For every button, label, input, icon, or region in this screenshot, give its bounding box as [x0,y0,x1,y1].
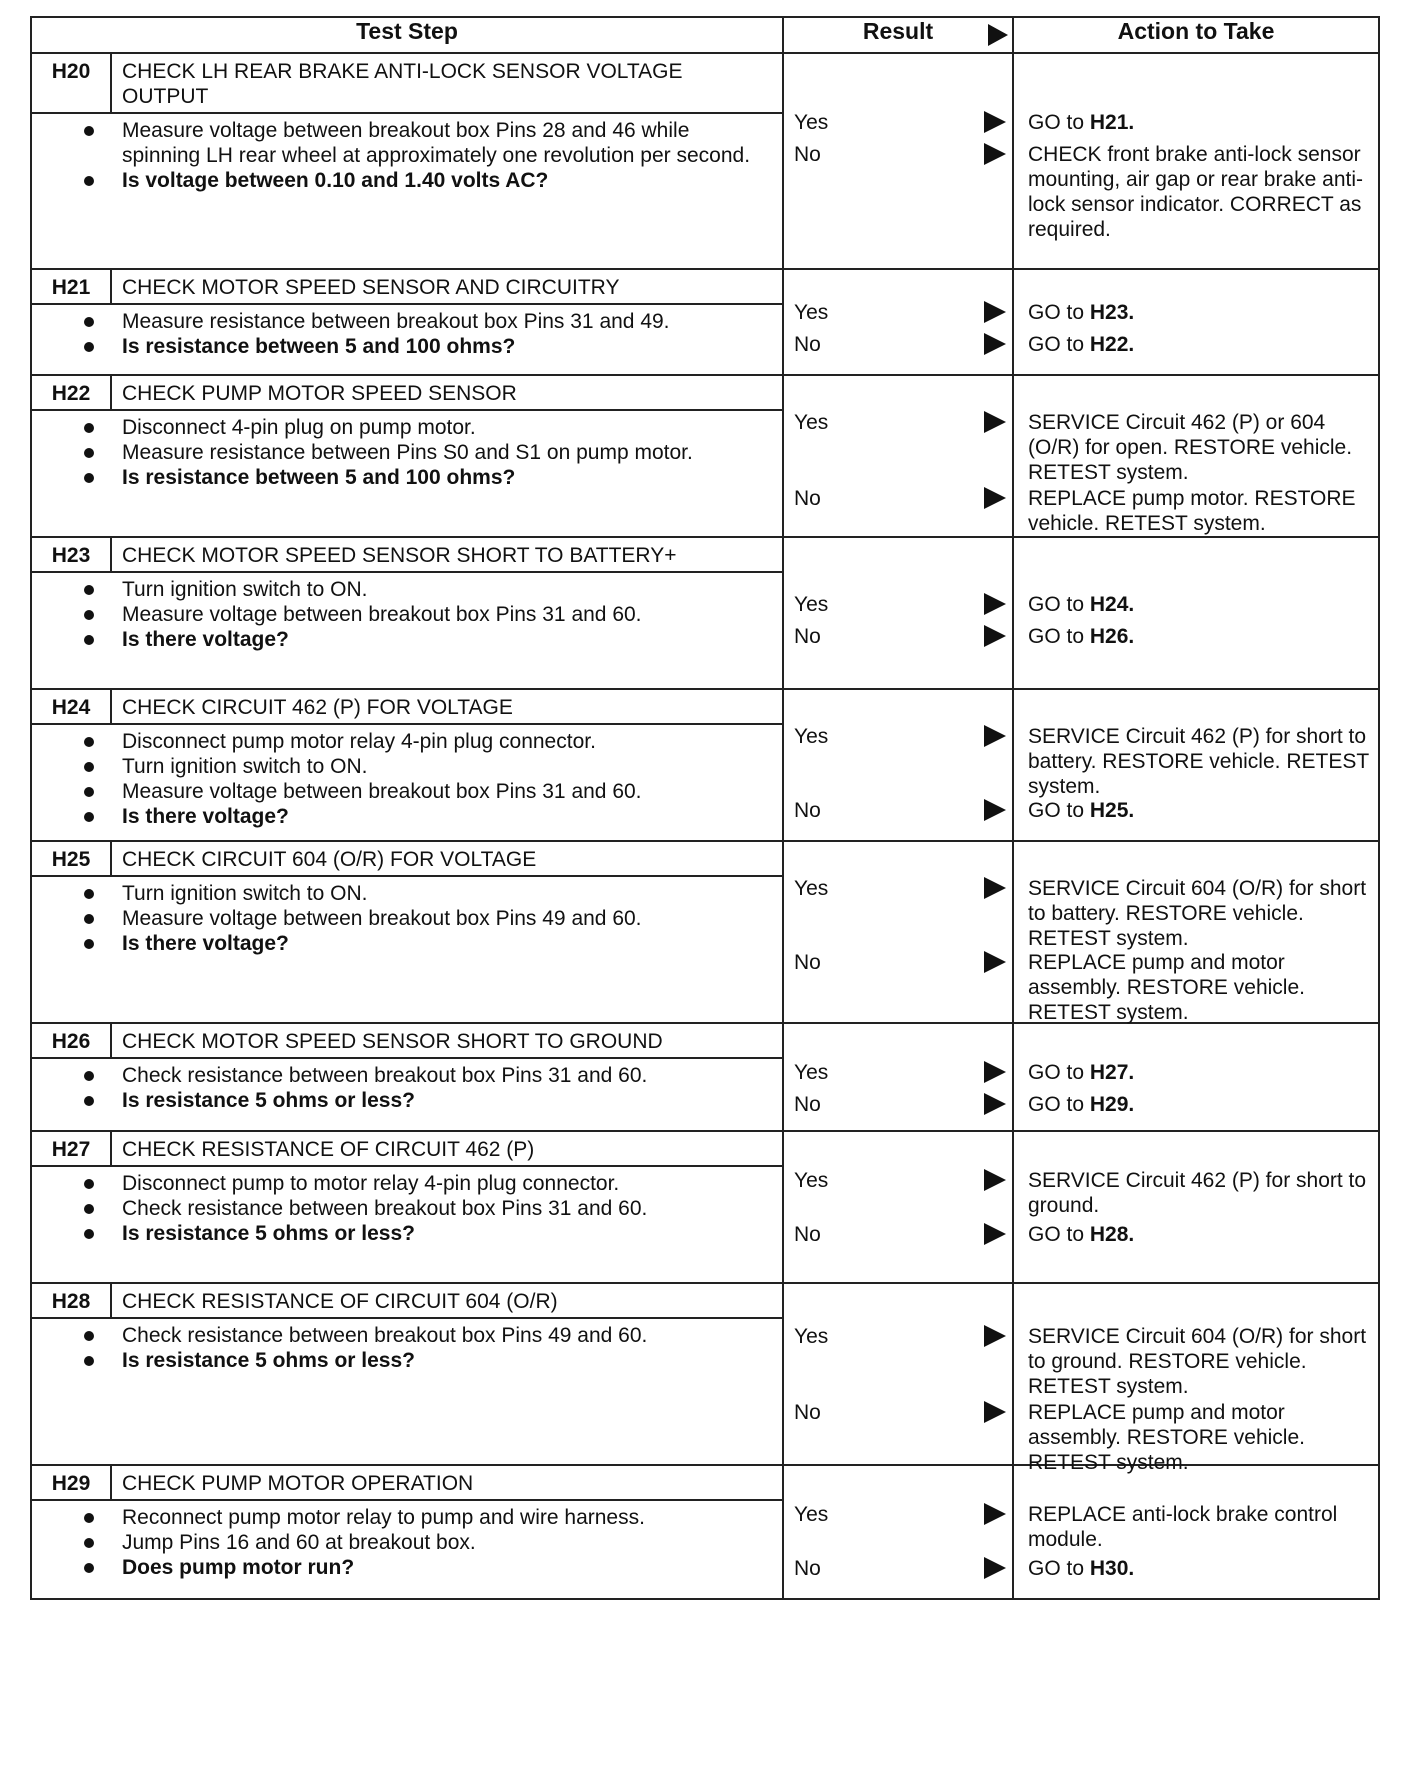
arrow-right-icon [984,411,1006,433]
step-instructions [32,1501,782,1586]
table-header-row [31,17,1379,53]
result-yes: Yes [794,1325,829,1348]
action-text: CHECK front brake anti-lock sensor mounting, air gap or rear brake anti-lock sensor indicator. CORRECT as required. [1028,143,1364,241]
step-title: CHECK PUMP MOTOR OPERATION [122,1472,474,1495]
table-row [31,689,1379,841]
result-no: No [794,1093,821,1116]
result-cell [783,537,1013,689]
step-title: CHECK CIRCUIT 604 (O/R) FOR VOLTAGE [122,848,537,871]
instruction-item: Check resistance between breakout box Pins 31 and 60. [122,1063,772,1088]
result-yes: Yes [794,1503,829,1526]
result-no: No [794,487,821,510]
action-step-reference: H23. [1089,301,1135,324]
instruction-item: Disconnect 4-pin plug on pump motor. [122,415,772,440]
test-step-cell [31,1023,783,1131]
step-header [32,270,782,305]
step-header [32,54,782,114]
instruction-item: Disconnect pump to motor relay 4-pin plug connector. [122,1171,772,1196]
action-cell [1013,1283,1379,1474]
action-cell [1013,269,1379,375]
result-cell [783,375,1013,537]
instruction-item: Measure voltage between breakout box Pins 49 and 60. [122,906,772,931]
step-title: CHECK RESISTANCE OF CIRCUIT 604 (O/R) [122,1290,558,1313]
step-title: CHECK RESISTANCE OF CIRCUIT 462 (P) [122,1138,535,1161]
step-id: H20 [32,54,112,112]
result-no: No [794,143,821,166]
step-instructions [32,573,782,658]
arrow-right-icon [984,1223,1006,1245]
step-instructions [32,411,782,496]
action-no [1028,486,1372,536]
table-row [31,1283,1379,1465]
step-id: H23 [32,538,112,571]
test-step-cell [31,1465,783,1599]
action-cell [1013,841,1379,1023]
action-no [1028,1092,1372,1117]
action-yes [1028,1502,1372,1552]
action-text: SERVICE Circuit 462 (P) for short to battery. RESTORE vehicle. RETEST system. [1028,725,1369,798]
action-no [1028,1400,1372,1475]
step-question: Is there voltage? [122,804,772,829]
instruction-item: Check resistance between breakout box Pins 49 and 60. [122,1323,772,1348]
arrow-right-icon [984,333,1006,355]
action-text: REPLACE anti-lock brake control module. [1028,1503,1338,1551]
action-no [1028,1556,1372,1581]
step-id: H21 [32,270,112,303]
action-yes [1028,110,1372,135]
step-id: H28 [32,1284,112,1317]
result-yes: Yes [794,725,829,748]
result-no: No [794,625,821,648]
arrow-right-icon [984,725,1006,747]
result-no: No [794,1223,821,1246]
action-text: SERVICE Circuit 462 (P) or 604 (O/R) for open. RESTORE vehicle. RETEST system. [1028,411,1353,484]
instruction-item: Measure resistance between breakout box Pins 31 and 49. [122,309,772,334]
table-row [31,375,1379,537]
table-row [31,269,1379,375]
step-instructions [32,114,782,199]
instruction-item: Measure voltage between breakout box Pins 31 and 60. [122,779,772,804]
action-yes [1028,1324,1372,1399]
step-title: CHECK LH REAR BRAKE ANTI-LOCK SENSOR VOLTAGE OUTPUT [122,60,683,108]
test-step-cell [31,1131,783,1283]
result-cell [783,1465,1013,1599]
step-question: Is resistance 5 ohms or less? [122,1221,772,1246]
step-title: CHECK MOTOR SPEED SENSOR SHORT TO BATTERY+ [122,544,677,567]
step-header [32,1284,782,1319]
action-text: GO to [1028,1061,1090,1084]
result-yes: Yes [794,1169,829,1192]
action-text: GO to [1028,1223,1090,1246]
header-test-step: Test Step [31,17,783,53]
instruction-item: Reconnect pump motor relay to pump and wire harness. [122,1505,772,1530]
result-yes: Yes [794,301,829,324]
step-question: Does pump motor run? [122,1555,772,1580]
instruction-item: Measure voltage between breakout box Pins 31 and 60. [122,602,772,627]
arrow-right-icon [984,1401,1006,1423]
action-text: SERVICE Circuit 604 (O/R) for short to battery. RESTORE vehicle. RETEST system. [1028,877,1367,950]
step-question: Is resistance 5 ohms or less? [122,1088,772,1113]
step-id: H26 [32,1024,112,1057]
step-question: Is voltage between 0.10 and 1.40 volts AC? [122,168,772,193]
test-step-table-page [30,16,1378,1600]
step-id: H22 [32,376,112,409]
arrow-right-icon [988,24,1008,46]
instruction-item: Disconnect pump motor relay 4-pin plug connector. [122,729,772,754]
result-cell [783,1283,1013,1465]
action-text: GO to [1028,111,1090,134]
action-step-reference: H22. [1089,333,1135,356]
action-text: GO to [1028,593,1090,616]
result-yes: Yes [794,593,829,616]
test-step-cell [31,269,783,375]
arrow-right-icon [984,143,1006,165]
action-no [1028,332,1372,357]
action-step-reference: H28. [1089,1223,1135,1246]
step-title: CHECK MOTOR SPEED SENSOR AND CIRCUITRY [122,276,620,299]
result-no: No [794,1401,821,1424]
action-step-reference: H24. [1089,593,1135,616]
instruction-item: Measure resistance between Pins S0 and S1 on pump motor. [122,440,772,465]
action-cell [1013,689,1379,841]
instruction-item: Turn ignition switch to ON. [122,881,772,906]
test-step-cell [31,537,783,689]
action-step-reference: H26. [1089,625,1135,648]
result-cell [783,269,1013,375]
step-header [32,1132,782,1167]
result-cell [783,1023,1013,1131]
result-cell [783,53,1013,269]
action-no [1028,142,1372,242]
action-no [1028,624,1372,649]
step-question: Is there voltage? [122,627,772,652]
result-no: No [794,951,821,974]
step-question: Is resistance between 5 and 100 ohms? [122,465,772,490]
action-text: GO to [1028,799,1090,822]
step-header [32,1024,782,1059]
action-step-reference: H30. [1089,1557,1135,1580]
result-yes: Yes [794,411,829,434]
step-id: H24 [32,690,112,723]
action-yes [1028,410,1372,485]
step-id: H29 [32,1466,112,1499]
header-action-to-take: Action to Take [1013,17,1379,53]
table-body [31,53,1379,1599]
step-title: CHECK PUMP MOTOR SPEED SENSOR [122,382,517,405]
action-step-reference: H25. [1089,799,1135,822]
action-yes [1028,592,1372,617]
result-yes: Yes [794,877,829,900]
action-yes [1028,300,1372,325]
action-cell [1013,1465,1379,1599]
arrow-right-icon [984,877,1006,899]
step-question: Is resistance 5 ohms or less? [122,1348,772,1373]
instruction-item: Turn ignition switch to ON. [122,754,772,779]
action-text: GO to [1028,1557,1090,1580]
table-row [31,537,1379,689]
action-text: REPLACE pump and motor assembly. RESTORE vehicle. RETEST system. [1028,951,1305,1024]
arrow-right-icon [984,1169,1006,1191]
test-step-cell [31,841,783,1023]
step-header [32,538,782,573]
action-step-reference: H29. [1089,1093,1135,1116]
action-no [1028,1222,1372,1247]
step-header [32,690,782,725]
result-cell [783,841,1013,1023]
action-text: GO to [1028,625,1090,648]
action-text: SERVICE Circuit 604 (O/R) for short to ground. RESTORE vehicle. RETEST system. [1028,1325,1367,1398]
action-text: GO to [1028,301,1090,324]
arrow-right-icon [984,111,1006,133]
table-row [31,1131,1379,1283]
arrow-right-icon [984,487,1006,509]
result-no: No [794,1557,821,1580]
step-id: H25 [32,842,112,875]
instruction-item: Turn ignition switch to ON. [122,577,772,602]
action-cell [1013,537,1379,689]
step-instructions [32,725,782,835]
step-instructions [32,1167,782,1252]
action-yes [1028,876,1372,951]
arrow-right-icon [984,301,1006,323]
arrow-right-icon [984,1503,1006,1525]
arrow-right-icon [984,951,1006,973]
action-no [1028,950,1372,1025]
action-text: SERVICE Circuit 462 (P) for short to ground. [1028,1169,1367,1217]
arrow-right-icon [984,1093,1006,1115]
arrow-right-icon [984,1325,1006,1347]
step-id: H27 [32,1132,112,1165]
arrow-right-icon [984,799,1006,821]
result-cell [783,1131,1013,1283]
step-header [32,376,782,411]
result-cell [783,689,1013,841]
step-question: Is resistance between 5 and 100 ohms? [122,334,772,359]
action-cell [1013,53,1379,269]
action-yes [1028,1060,1372,1085]
action-step-reference: H21. [1089,111,1135,134]
result-yes: Yes [794,1061,829,1084]
table-row [31,1465,1379,1599]
action-step-reference: H27. [1089,1061,1135,1084]
step-instructions [32,1059,782,1119]
step-question: Is there voltage? [122,931,772,956]
step-instructions [32,877,782,962]
result-no: No [794,333,821,356]
test-step-cell [31,53,783,269]
action-yes [1028,1168,1372,1218]
result-yes: Yes [794,111,829,134]
table-row [31,53,1379,269]
diagnostic-table [30,16,1380,1600]
test-step-cell [31,689,783,841]
arrow-right-icon [984,1061,1006,1083]
step-title: CHECK MOTOR SPEED SENSOR SHORT TO GROUND [122,1030,663,1053]
action-yes [1028,724,1372,799]
action-cell [1013,1131,1379,1283]
arrow-right-icon [984,625,1006,647]
header-result: Result [783,17,1013,53]
instruction-item: Check resistance between breakout box Pins 31 and 60. [122,1196,772,1221]
arrow-right-icon [984,1557,1006,1579]
step-header [32,1466,782,1501]
action-cell [1013,375,1379,537]
action-text: GO to [1028,333,1090,356]
action-text: REPLACE pump motor. RESTORE vehicle. RETEST system. [1028,487,1356,535]
step-instructions [32,1319,782,1379]
test-step-cell [31,375,783,537]
arrow-right-icon [984,593,1006,615]
action-text: GO to [1028,1093,1090,1116]
test-step-cell [31,1283,783,1465]
instruction-item: Measure voltage between breakout box Pins 28 and 46 while spinning LH rear wheel at approximately one revolution per second. [122,118,772,168]
action-cell [1013,1023,1379,1131]
step-instructions [32,305,782,365]
table-row [31,1023,1379,1131]
step-header [32,842,782,877]
table-row [31,841,1379,1023]
result-no: No [794,799,821,822]
action-no [1028,798,1372,823]
action-text: REPLACE pump and motor assembly. RESTORE vehicle. RETEST system. [1028,1401,1305,1474]
step-title: CHECK CIRCUIT 462 (P) FOR VOLTAGE [122,696,513,719]
instruction-item: Jump Pins 16 and 60 at breakout box. [122,1530,772,1555]
